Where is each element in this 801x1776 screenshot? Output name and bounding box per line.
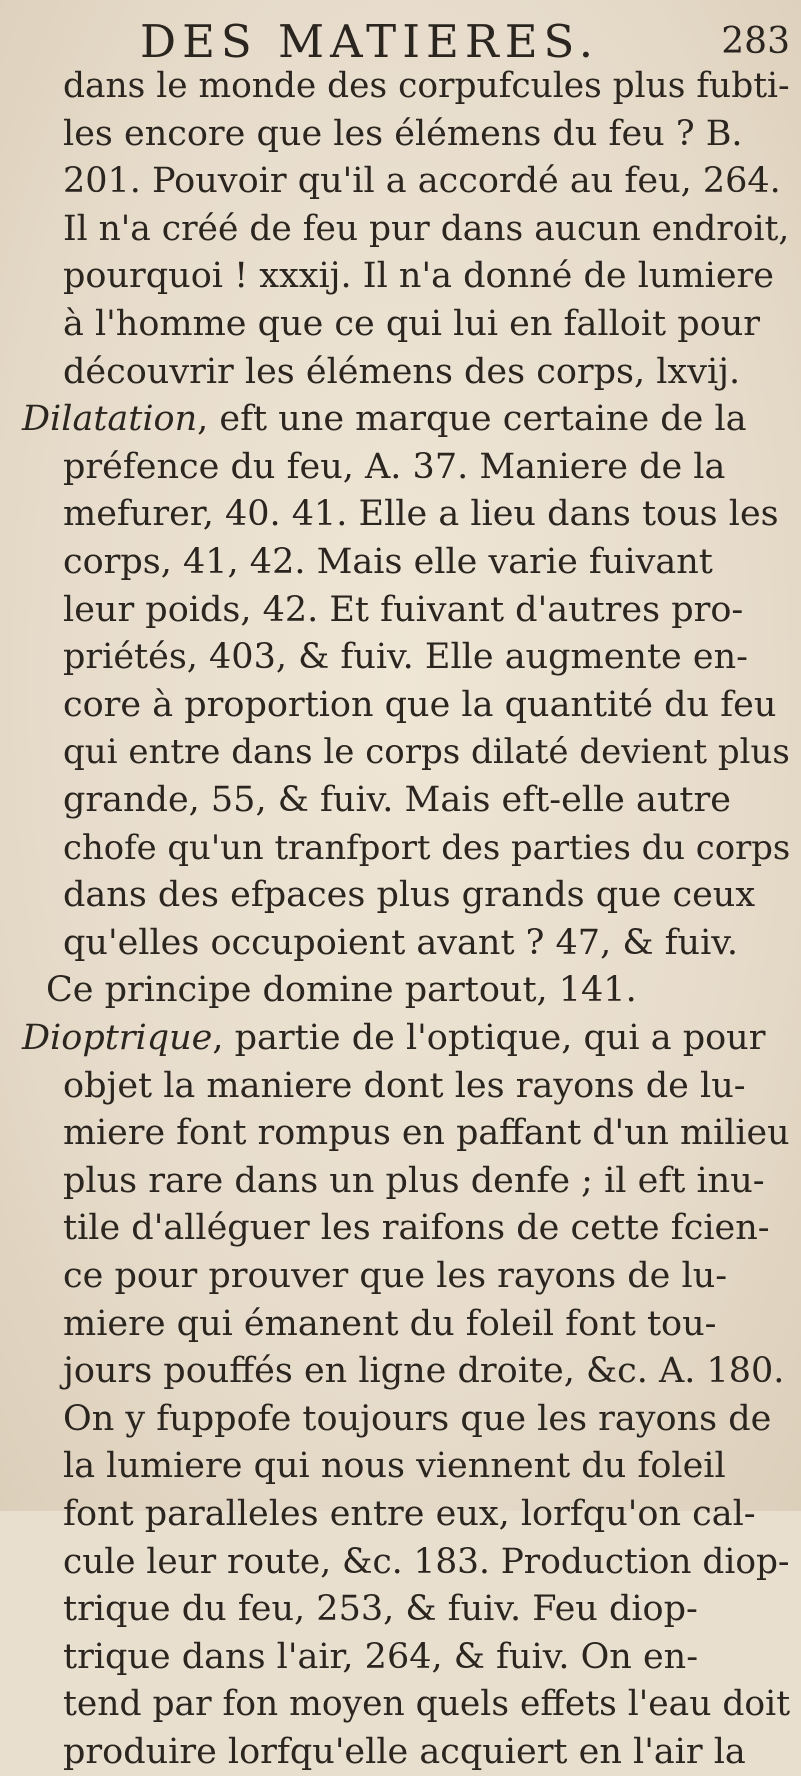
- text-line: [63, 1680, 790, 1728]
- line-text: , eft une marque certaine de la: [197, 399, 747, 439]
- line-text: tend par fon moyen quels effets l'eau doit: [63, 1684, 791, 1724]
- line-text: découvrir les élémens des corps, lxvij.: [63, 352, 741, 392]
- line-text: , partie de l'optique, qui a pour: [212, 1018, 766, 1058]
- text-line: [63, 1252, 727, 1300]
- text-line: [46, 966, 637, 1014]
- text-line: [63, 824, 790, 872]
- text-line: [63, 728, 790, 776]
- text-line: [63, 633, 748, 681]
- text-line: [63, 1395, 771, 1443]
- line-text: core à proportion que la quantité du feu: [63, 685, 777, 725]
- line-text: miere qui émanent du foleil font tou-: [63, 1304, 717, 1344]
- text-line: [63, 919, 738, 967]
- line-text: jours pouffés en ligne droite, &c. A. 180.: [63, 1351, 785, 1391]
- line-text: mefurer, 40. 41. Elle a lieu dans tous les: [63, 494, 779, 534]
- text-line: [63, 110, 743, 158]
- line-text: leur poids, 42. Et fuivant d'autres pro-: [63, 590, 744, 630]
- index-entry-line: [22, 395, 747, 443]
- text-line: [63, 1538, 790, 1586]
- line-text: qui entre dans le corps dilaté devient plus: [63, 732, 790, 772]
- line-text: les encore que les élémens du feu ? B.: [63, 114, 743, 154]
- index-entry-line: [22, 1014, 765, 1062]
- line-text: la lumiere qui nous viennent du foleil: [63, 1446, 726, 1486]
- text-line: [63, 157, 781, 205]
- text-line: [63, 62, 790, 110]
- text-line: [63, 871, 755, 919]
- text-line: [63, 1585, 698, 1633]
- line-text: produire lorfqu'elle acquiert en l'air la: [63, 1732, 746, 1772]
- text-line: [63, 1300, 716, 1348]
- line-text: à l'homme que ce qui lui en falloit pour: [63, 304, 760, 344]
- text-line: [63, 490, 779, 538]
- text-line: [63, 681, 776, 729]
- line-text: tile d'alléguer les raifons de cette fcien-: [63, 1208, 770, 1248]
- line-text: trique dans l'air, 264, & fuiv. On en-: [63, 1637, 699, 1677]
- line-text: grande, 55, & fuiv. Mais eft-elle autre: [63, 780, 731, 820]
- text-line: [63, 1157, 765, 1205]
- line-text: plus rare dans un plus denfe ; il eft inu-: [63, 1161, 765, 1201]
- text-line: [63, 348, 740, 396]
- text-line: [63, 1442, 726, 1490]
- index-term: Dioptrique: [22, 1018, 213, 1058]
- line-text: dans le monde des corpufcules plus fubti-: [63, 66, 790, 106]
- text-line: [63, 205, 789, 253]
- text-line: [63, 1109, 790, 1157]
- line-text: Il n'a créé de feu pur dans aucun endroit,: [63, 209, 790, 249]
- line-text: ce pour prouver que les rayons de lu-: [63, 1256, 728, 1296]
- line-text: qu'elles occupoient avant ? 47, & fuiv.: [63, 923, 739, 963]
- index-term: Dilatation: [22, 399, 198, 439]
- line-text: chofe qu'un tranfport des parties du corps: [63, 828, 791, 867]
- text-line: [63, 1728, 746, 1776]
- text-line: [63, 1633, 698, 1681]
- text-line: [63, 1204, 770, 1252]
- text-line: [63, 1490, 756, 1538]
- line-text: cule leur route, &c. 183. Production diop-: [63, 1542, 790, 1582]
- line-text: miere font rompus en paffant d'un milieu: [63, 1113, 790, 1153]
- text-line: [63, 776, 731, 824]
- text-line: [63, 538, 713, 586]
- line-text: Ce principe domine partout, 141.: [46, 970, 637, 1010]
- line-text: On y fuppofe toujours que les rayons de: [63, 1399, 772, 1439]
- text-line: [63, 1062, 746, 1110]
- text-line: [63, 443, 725, 491]
- text-line: [63, 586, 743, 634]
- page-number: 283: [721, 21, 790, 62]
- line-text: dans des efpaces plus grands que ceux: [63, 875, 756, 915]
- running-title: DES MATIERES.: [140, 15, 600, 68]
- text-line: [63, 300, 760, 348]
- line-text: pourquoi ! xxxij. Il n'a donné de lumiere: [63, 256, 775, 296]
- text-line: [63, 1347, 784, 1395]
- line-text: font paralleles entre eux, lorfqu'on cal-: [63, 1494, 756, 1534]
- line-text: corps, 41, 42. Mais elle varie fuivant: [63, 542, 713, 582]
- line-text: 201. Pouvoir qu'il a accordé au feu, 264.: [63, 161, 781, 201]
- line-text: objet la maniere dont les rayons de lu-: [63, 1066, 746, 1106]
- text-line: [63, 252, 774, 300]
- line-text: trique du feu, 253, & fuiv. Feu diop-: [63, 1589, 698, 1629]
- line-text: priétés, 403, & fuiv. Elle augmente en-: [63, 637, 748, 677]
- line-text: préfence du feu, A. 37. Maniere de la: [63, 447, 726, 487]
